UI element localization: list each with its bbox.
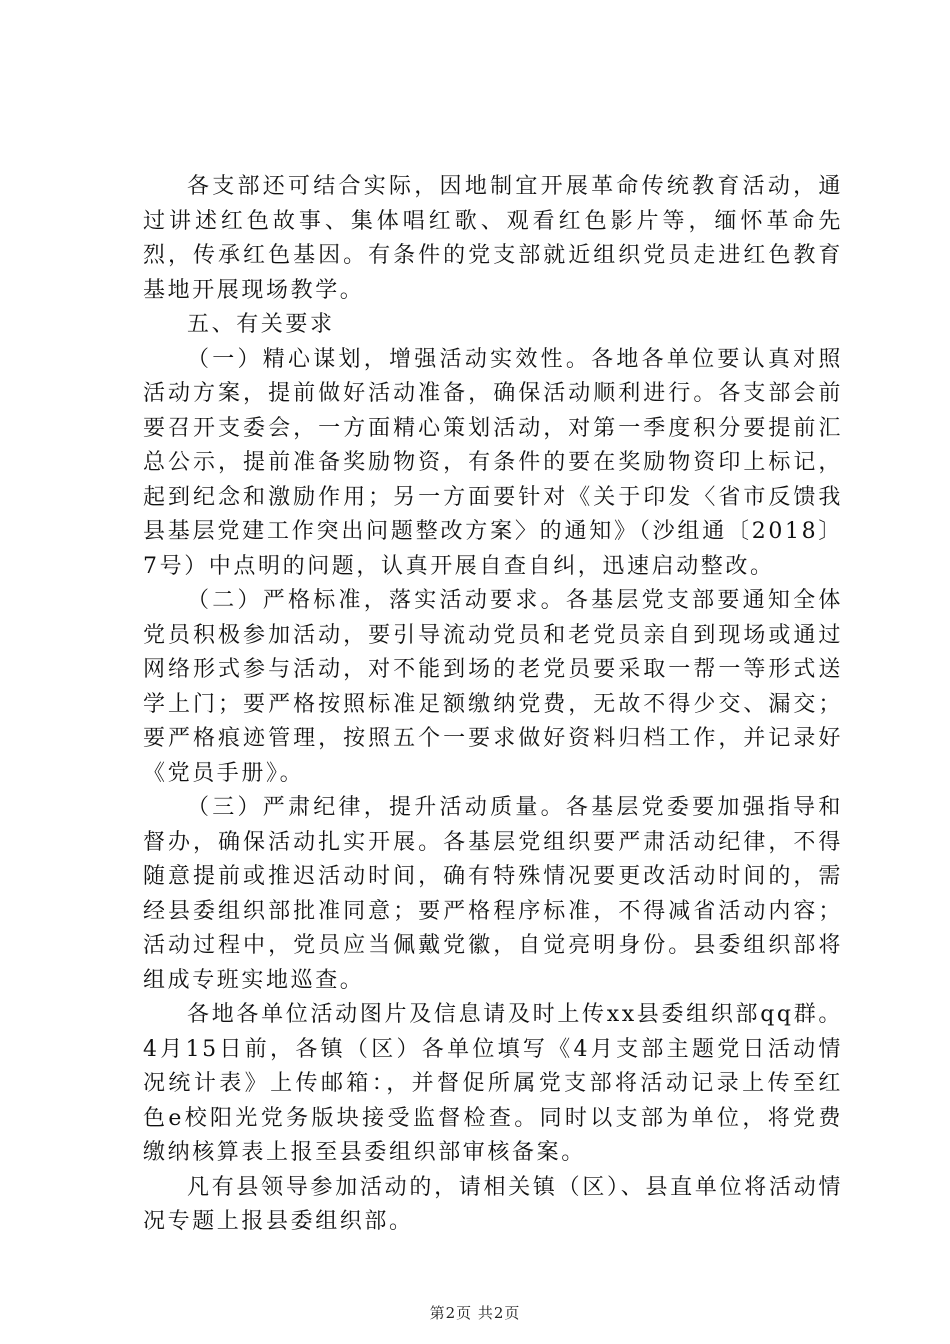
paragraph-leader-report: 凡有县领导参加活动的，请相关镇（区）、县直单位将活动情况专题上报县委组织部。 xyxy=(143,1174,843,1234)
paragraph-requirement-3: （三）严肃纪律，提升活动质量。各基层党委要加强指导和督办，确保活动扎实开展。各基层党组织要严肃活动纪律，不得随意提前或推迟活动时间，确有特殊情况要更改活动时间的，需经县委组织部批准同意；要严格程序标准，不得减省活动内容；活动过程中，党员应当佩戴党徽，自觉亮明身份。县委组织部将组成专班实地巡查。 xyxy=(143,795,843,993)
paragraph-requirement-2: （二）严格标准，落实活动要求。各基层党支部要通知全体党员积极参加活动，要引导流动党员和老党员亲自到现场或通过网络形式参与活动，对不能到场的老党员要采取一帮一等形式送学上门；要严格按照标准足额缴纳党费，无故不得少交、漏交；要严格痕迹管理，按照五个一要求做好资料归档工作，并记录好《党员手册》。 xyxy=(143,588,843,786)
paragraph-upload-info: 各地各单位活动图片及信息请及时上传xx县委组织部qq群。4月15日前，各镇（区）各单位填写《4月支部主题党日活动情况统计表》上传邮箱：，并督促所属党支部将活动记录上传至红色e校阳光党务版块接受监督检查。同时以支部为单位，将党费缴纳核算表上报至县委组织部审核备案。 xyxy=(143,1002,843,1165)
page-footer: 第2页 共2页 xyxy=(429,1304,521,1322)
paragraph-requirement-1: （一）精心谋划，增强活动实效性。各地各单位要认真对照活动方案，提前做好活动准备，确保活动顺利进行。各支部会前要召开支委会，一方面精心策划活动，对第一季度积分要提前汇总公示，提前准备奖励物资，有条件的要在奖励物资印上标记，起到纪念和激励作用；另一方面要针对《关于印发〈省市反馈我县基层党建工作突出问题整改方案〉的通知》（沙组通〔2018〕7号）中点明的问题，认真开展自查自纠，迅速启动整改。 xyxy=(143,346,843,579)
paragraph-red-education: 各支部还可结合实际，因地制宜开展革命传统教育活动，通过讲述红色故事、集体唱红歌、观看红色影片等，缅怀革命先烈，传承红色基因。有条件的党支部就近组织党员走进红色教育基地开展现场教学。 xyxy=(143,174,843,303)
document-body xyxy=(143,170,843,1240)
section-heading-requirements: 五、有关要求 xyxy=(187,312,335,337)
